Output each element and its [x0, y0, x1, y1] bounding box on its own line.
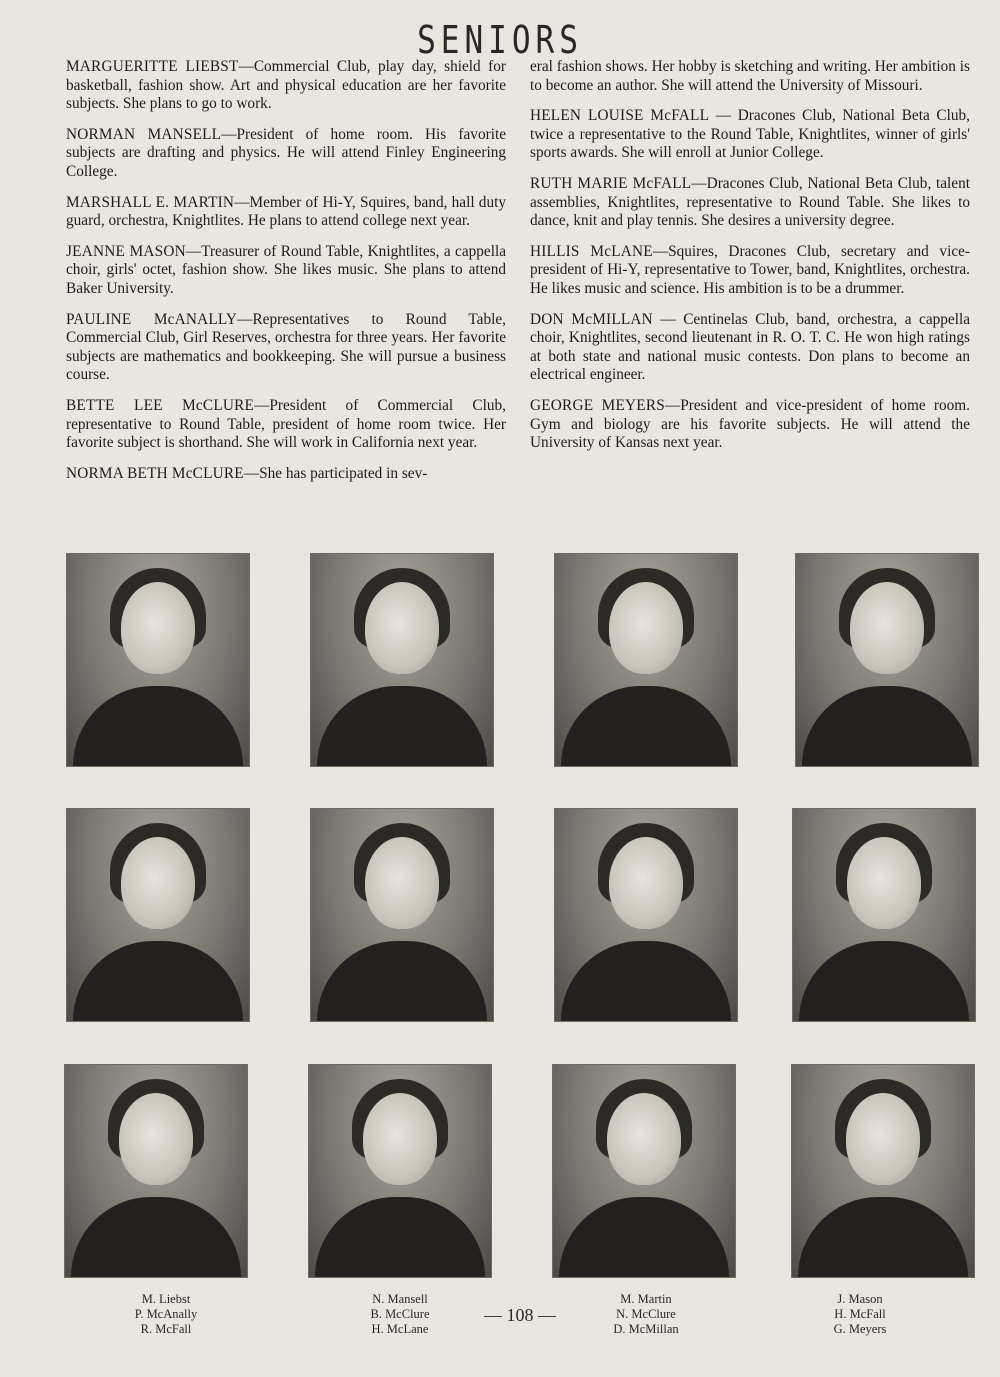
bio-text: eral fashion shows. Her hobby is sketching and writing. Her ambition is to become an author. She will attend the University of Missouri. [530, 58, 970, 94]
portrait-photo [792, 808, 976, 1022]
student-name: GEORGE MEYERS [530, 396, 665, 414]
bio-text: —She has participated in sev- [243, 464, 428, 482]
portrait-photo [791, 1064, 975, 1278]
bio-text: — Centinelas Club, band, orchestra, a cappella choir, Knightlites, second lieutenant in R. O. T. C. He won high ratings at both state and national music contests. Don plans to become an electrical engineer. [530, 310, 970, 384]
bio-column-right [530, 58, 970, 465]
bio-entry [66, 311, 506, 385]
portrait-shoulders [559, 1197, 729, 1278]
bio-text: —President of home room. His favorite subjects are drafting and physics. He will attend Finley Engineering College. [66, 125, 506, 180]
student-name: MARSHALL E. MARTIN [66, 193, 235, 211]
caption-name: P. McAnally [134, 1307, 198, 1321]
student-name: RUTH MARIE McFALL [530, 174, 692, 192]
photo-caption [790, 1292, 930, 1337]
caption-name: G. Meyers [833, 1322, 887, 1336]
portrait-face [365, 582, 439, 674]
bio-entry [530, 311, 970, 385]
student-name: MARGUERITTE LIEBST [66, 58, 239, 75]
portrait-shoulders [71, 1197, 241, 1278]
portrait-photo [66, 808, 250, 1022]
bio-text: —Member of Hi-Y, Squires, band, hall duty guard, orchestra, Knightlites. He plans to attend college next year. [66, 193, 506, 230]
portrait-shoulders [73, 686, 243, 767]
student-name: HELEN LOUISE McFALL [530, 107, 710, 125]
bio-entry [66, 194, 506, 231]
bio-text: —Treasurer of Round Table, Knightlites, a cappella choir, girls' octet, fashion show. She likes music. She plans to attend Baker University. [66, 242, 506, 297]
bio-entry [530, 107, 970, 163]
caption-name: N. McClure [616, 1307, 676, 1321]
bio-text: —Representatives to Round Table, Commercial Club, Girl Reserves, orchestra for three years. Her favorite subjects are mathematics and bookkeeping. She will pursue a business course. [66, 310, 506, 384]
student-name: NORMA BETH McCLURE [66, 464, 244, 482]
portrait-shoulders [798, 1197, 968, 1278]
caption-name: D. McMillan [613, 1322, 679, 1336]
bio-entry [530, 175, 970, 231]
caption-name: J. Mason [837, 1292, 883, 1306]
caption-name: B. McClure [370, 1307, 430, 1321]
caption-name: H. McFall [834, 1307, 886, 1321]
portrait-photo [310, 553, 494, 767]
portrait-shoulders [73, 941, 243, 1022]
bio-text: —Commercial Club, play day, shield for basketball, fashion show. Art and physical education are her favorite subjects. She plans to go to work. [66, 58, 506, 113]
photo-caption [330, 1292, 470, 1337]
portrait-shoulders [802, 686, 972, 767]
page-title: SENIORS [417, 18, 583, 62]
bio-entry [530, 58, 970, 95]
portrait-face [365, 837, 439, 929]
caption-name: M. Martin [620, 1292, 672, 1306]
photo-caption [96, 1292, 236, 1337]
caption-name: H. McLane [371, 1322, 429, 1336]
bio-entry [530, 397, 970, 453]
student-name: DON McMILLAN [530, 310, 653, 328]
portrait-face [121, 582, 195, 674]
portrait-photo [552, 1064, 736, 1278]
portrait-photo [310, 808, 494, 1022]
portrait-photo [554, 808, 738, 1022]
portrait-shoulders [561, 941, 731, 1022]
portrait-shoulders [315, 1197, 485, 1278]
caption-name: N. Mansell [372, 1292, 428, 1306]
caption-name: R. McFall [140, 1322, 192, 1336]
portrait-photo [66, 553, 250, 767]
portrait-face [846, 1093, 920, 1185]
bio-text: — Dracones Club, National Beta Club, twice a representative to the Round Table, Knightlites, winner of girls' sports awards. She will enroll at Junior College. [530, 107, 970, 162]
portrait-photo [308, 1064, 492, 1278]
bio-column-left [66, 58, 506, 495]
portrait-photo [554, 553, 738, 767]
student-name: HILLIS McLANE [530, 242, 653, 260]
portrait-shoulders [317, 686, 487, 767]
caption-name: M. Liebst [141, 1292, 191, 1306]
portrait-face [847, 837, 921, 929]
portrait-face [119, 1093, 193, 1185]
bio-text: —President of Commercial Club, representative to Round Table, president of home room twice. Her favorite subject is shorthand. She will work in California next year. [66, 396, 506, 452]
portrait-shoulders [317, 941, 487, 1022]
student-name: PAULINE McANALLY [66, 310, 238, 328]
portrait-shoulders [561, 686, 731, 767]
student-name: JEANNE MASON [66, 242, 186, 260]
bio-entry [66, 126, 506, 182]
portrait-face [363, 1093, 437, 1185]
portrait-photo [795, 553, 979, 767]
bio-text: —Dracones Club, National Beta Club, talent assemblies, Knightlites, representative to Round Table. She likes to dance, knit and play tennis. She desires a university degree. [530, 174, 970, 230]
bio-text: —Squires, Dracones Club, secretary and vice-president of Hi-Y, representative to Tower, band, Knightlites, orchestra. He likes music and science. His ambition is to be a drummer. [530, 242, 971, 297]
portrait-face [121, 837, 195, 929]
photo-caption [576, 1292, 716, 1337]
bio-entry [66, 465, 506, 484]
portrait-face [850, 582, 924, 674]
bio-entry [66, 243, 506, 299]
bio-text: —President and vice-president of home room. Gym and biology are his favorite subjects. He will attend the University of Kansas next year. [530, 396, 970, 452]
student-name: BETTE LEE McCLURE [66, 396, 255, 414]
portrait-photo [64, 1064, 248, 1278]
bio-entry [530, 243, 970, 299]
portrait-face [609, 837, 683, 929]
portrait-shoulders [799, 941, 969, 1022]
portrait-face [607, 1093, 681, 1185]
portrait-face [609, 582, 683, 674]
page-number: — 108 — [484, 1305, 556, 1325]
bio-entry [66, 397, 506, 453]
student-name: NORMAN MANSELL [66, 125, 222, 143]
bio-entry [66, 58, 506, 114]
